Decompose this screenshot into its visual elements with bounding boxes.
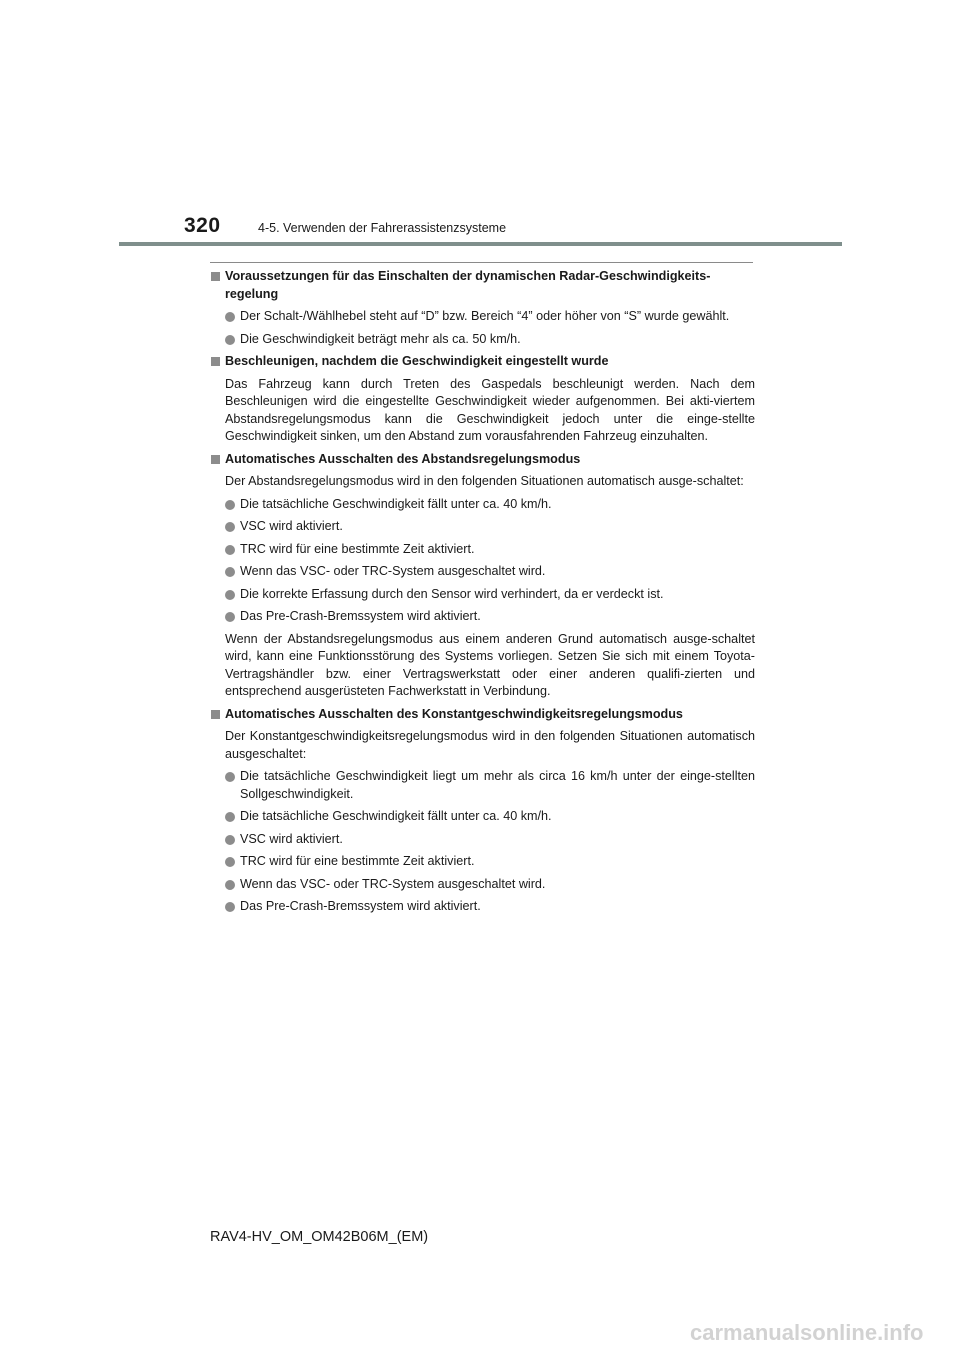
content <box>210 268 755 921</box>
round-bullet-icon <box>225 772 235 782</box>
list-item <box>210 808 755 826</box>
round-bullet-icon <box>225 590 235 600</box>
list-item <box>210 831 755 849</box>
list-item-text: Die korrekte Erfassung durch den Sensor wird verhindert, da er verdeckt ist. <box>240 586 664 601</box>
paragraph: Der Abstandsregelungsmodus wird in den folgenden Situationen automatisch ausge-schaltet: <box>225 474 744 488</box>
list-item-text: Wenn das VSC- oder TRC-System ausgeschaltet wird. <box>240 564 546 578</box>
list-item <box>210 876 755 894</box>
round-bullet-icon <box>225 835 235 845</box>
section-heading <box>210 353 755 371</box>
list-item <box>210 331 755 349</box>
document-code: RAV4-HV_OM_OM42B06M_(EM) <box>210 1229 429 1245</box>
paragraph: Der Konstantgeschwindigkeitsregelungsmodus wird in den folgenden Situationen automatisch ausgeschaltet: <box>225 729 755 761</box>
header-rule <box>119 242 842 246</box>
round-bullet-icon <box>225 812 235 822</box>
square-bullet-icon <box>211 272 220 281</box>
heading-text: Automatisches Ausschalten des Konstantgeschwindigkeitsregelungsmodus <box>225 706 683 721</box>
square-bullet-icon <box>211 357 220 366</box>
section-heading <box>210 268 755 303</box>
list-item-text: TRC wird für eine bestimmte Zeit aktiviert. <box>240 854 475 868</box>
list-item <box>210 768 755 803</box>
heading-text: Voraussetzungen für das Einschalten der dynamischen Radar-Geschwindigkeits-regelung <box>225 269 711 301</box>
list-item <box>210 308 755 326</box>
round-bullet-icon <box>225 567 235 577</box>
list-item <box>210 586 755 604</box>
list-item-text: Die tatsächliche Geschwindigkeit fällt unter ca. 40 km/h. <box>240 809 552 823</box>
list-item <box>210 496 755 514</box>
list-item <box>210 541 755 559</box>
list-item-text: Der Schalt-/Wählhebel steht auf “D” bzw. Bereich “4” oder höher von “S” wurde gewählt. <box>240 309 730 323</box>
list-item-text: Das Pre-Crash-Bremssystem wird aktiviert. <box>240 899 481 913</box>
paragraph: Das Fahrzeug kann durch Treten des Gaspedals beschleunigt werden. Nach dem Beschleunigen wird die eingestellte Geschwindigkeit wieder aufgenommen. Bei akti-viertem Abstandsregelungsmodus kann die Geschwindigkeit jedoch unter die einge-stellte Geschwindigkeit sinken, um den Abstand zum vorausfahrenden Fahrzeug einzuhalten. <box>225 376 755 443</box>
list-item-text: TRC wird für eine bestimmte Zeit aktiviert. <box>240 541 475 556</box>
list-item <box>210 853 755 871</box>
heading-text: Automatisches Ausschalten des Abstandsregelungsmodus <box>225 451 581 466</box>
paragraph: Wenn der Abstandsregelungsmodus aus einem anderen Grund automatisch ausge-schaltet wird, kann eine Funktionsstörung des Systems vorliegen. Setzen Sie sich mit einem Toyota-Vertragshändler bzw. einer Vertragswerkstatt oder einer anderen qualifi-zierten und entsprechend ausgerüsteten Fachwerkstatt in Verbindung. <box>225 631 755 698</box>
page-number: 320 <box>184 214 221 237</box>
round-bullet-icon <box>225 522 235 532</box>
list-item-text: Wenn das VSC- oder TRC-System ausgeschaltet wird. <box>240 876 546 891</box>
list-item <box>210 563 755 581</box>
list-item-text: Die tatsächliche Geschwindigkeit liegt um mehr als circa 16 km/h unter der einge-stellten Sollgeschwindigkeit. <box>240 769 755 801</box>
square-bullet-icon <box>211 455 220 464</box>
list-item <box>210 608 755 626</box>
section-heading <box>210 706 755 724</box>
round-bullet-icon <box>225 902 235 912</box>
list-item <box>210 518 755 536</box>
round-bullet-icon <box>225 880 235 890</box>
list-item-text: VSC wird aktiviert. <box>240 831 343 846</box>
square-bullet-icon <box>211 710 220 719</box>
list-item-text: Das Pre-Crash-Bremssystem wird aktiviert. <box>240 609 481 623</box>
heading-text: Beschleunigen, nachdem die Geschwindigkeit eingestellt wurde <box>225 354 609 368</box>
round-bullet-icon <box>225 335 235 345</box>
list-item <box>210 898 755 916</box>
round-bullet-icon <box>225 500 235 510</box>
round-bullet-icon <box>225 545 235 555</box>
list-item-text: VSC wird aktiviert. <box>240 519 343 533</box>
round-bullet-icon <box>225 312 235 322</box>
list-item-text: Die tatsächliche Geschwindigkeit fällt unter ca. 40 km/h. <box>240 496 552 511</box>
section-heading <box>210 451 755 469</box>
round-bullet-icon <box>225 857 235 867</box>
section-top-rule <box>210 262 753 263</box>
list-item-text: Die Geschwindigkeit beträgt mehr als ca. 50 km/h. <box>240 331 521 346</box>
round-bullet-icon <box>225 612 235 622</box>
watermark: carmanualsonline.info <box>690 1320 924 1345</box>
chapter-title: 4-5. Verwenden der Fahrerassistenzsysteme <box>258 221 507 235</box>
